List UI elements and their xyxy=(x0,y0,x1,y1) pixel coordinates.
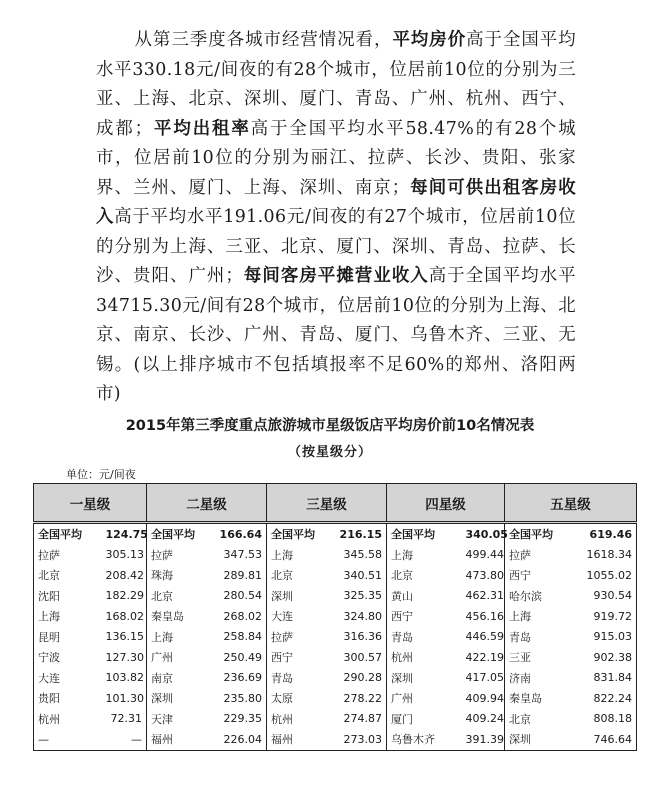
city-cell: 深圳 xyxy=(271,589,293,603)
price-cell: 250.49 xyxy=(212,647,267,668)
city-cell: 上海 xyxy=(151,630,173,644)
table-row xyxy=(34,606,637,627)
table-title: 2015年第三季度重点旅游城市星级饭店平均房价前10名情况表 xyxy=(125,418,535,434)
price-cell: 340.51 xyxy=(332,565,387,586)
city-cell: 北京 xyxy=(151,589,173,603)
table-row xyxy=(34,709,637,730)
table-row xyxy=(34,627,637,648)
table-row xyxy=(34,545,637,566)
city-cell: 拉萨 xyxy=(34,545,102,566)
price-cell: 831.84 xyxy=(573,668,637,689)
price-cell: 101.30 xyxy=(102,688,147,709)
summary-paragraph xyxy=(96,26,576,410)
price-cell: 208.42 xyxy=(102,565,147,586)
price-cell: 808.18 xyxy=(573,709,637,730)
price-cell: 103.82 xyxy=(102,668,147,689)
city-cell: 福州 xyxy=(147,729,212,750)
city-cell: 太原 xyxy=(271,692,293,706)
price-cell: 915.03 xyxy=(573,627,637,648)
price-cell: 446.59 xyxy=(462,627,505,648)
city-cell: 厦门 xyxy=(391,712,413,726)
city-cell: 福州 xyxy=(267,729,332,750)
city-cell: 全国平均 xyxy=(151,528,195,542)
price-cell: 290.28 xyxy=(332,668,387,689)
city-cell: 乌鲁木齐 xyxy=(387,729,462,750)
price-cell: 136.15 xyxy=(102,627,147,648)
price-cell: 422.19 xyxy=(462,647,505,668)
table-row xyxy=(34,565,637,586)
city-cell: 三亚 xyxy=(509,651,531,665)
city-cell: 深圳 xyxy=(505,729,573,750)
price-cell: 391.39 xyxy=(462,729,505,750)
header-two-star: 二星级 xyxy=(147,484,267,523)
city-cell: 南京 xyxy=(151,671,173,685)
table-row xyxy=(34,729,637,750)
price-cell: 127.30 xyxy=(102,647,147,668)
city-cell: 北京 xyxy=(509,712,531,726)
price-cell: 300.57 xyxy=(332,647,387,668)
city-cell: 秦皇岛 xyxy=(509,692,542,706)
city-cell: 秦皇岛 xyxy=(151,610,184,624)
table-row xyxy=(34,668,637,689)
paragraph-text: 高于全国平均水平330.18元/间夜的有28个城市，位居前10位的分别为三亚、上海、北京、深圳、厦门、青岛、广州、杭州、西宁、成都； xyxy=(96,30,576,139)
price-cell: 325.35 xyxy=(332,586,387,607)
paragraph-text: 高于全国平均水平34715.30元/间有28个城市，位居前10位的分别为上海、北京、南京、长沙、广州、青岛、厦门、乌鲁木齐、三亚、无锡。(以上排序城市不包括填报率不足60%的郑州、洛阳两市) xyxy=(96,266,577,404)
price-cell: 168.02 xyxy=(102,606,147,627)
price-cell: 289.81 xyxy=(212,565,267,586)
city-cell: 拉萨 xyxy=(151,548,173,562)
city-cell: 青岛 xyxy=(509,630,531,644)
city-cell: 济南 xyxy=(509,671,531,685)
price-cell: 1618.34 xyxy=(573,545,637,566)
city-cell: 全国平均 xyxy=(271,528,315,542)
price-cell: 462.31 xyxy=(462,586,505,607)
city-cell: 杭州 xyxy=(271,712,293,726)
price-cell: 258.84 xyxy=(212,627,267,648)
keyword-revpar: 每间可供出租客房收入 xyxy=(96,177,576,227)
paragraph-text: 从第三季度各城市经营情况看， xyxy=(134,30,393,50)
price-cell: 182.29 xyxy=(102,586,147,607)
price-cell: 930.54 xyxy=(573,586,637,607)
city-cell: 宁波 xyxy=(34,647,102,668)
header-one-star: 一星级 xyxy=(34,484,147,523)
city-cell: 杭州 xyxy=(34,709,102,730)
table-row xyxy=(34,647,637,668)
city-cell: 大连 xyxy=(34,668,102,689)
price-cell: 499.44 xyxy=(462,545,505,566)
city-cell: 北京 xyxy=(391,569,413,583)
city-cell: 珠海 xyxy=(151,569,173,583)
city-cell: 哈尔滨 xyxy=(509,589,542,603)
price-cell: 324.80 xyxy=(332,606,387,627)
keyword-occupancy: 平均出租率 xyxy=(152,118,251,139)
price-cell: 409.24 xyxy=(462,709,505,730)
city-cell: 上海 xyxy=(271,548,293,562)
price-cell: 417.05 xyxy=(462,668,505,689)
city-cell: 西宁 xyxy=(391,610,413,624)
paragraph-text: 高于全国平均水平58.47%的有28个城市，位居前10位的分别为丽江、拉萨、长沙、贵阳、张家界、兰州、厦门、上海、深圳、南京； xyxy=(96,118,576,198)
price-cell: 166.64 xyxy=(212,523,267,545)
price-cell: — xyxy=(102,729,147,750)
city-cell: 全国平均 xyxy=(509,528,553,542)
table-header-row xyxy=(34,484,637,523)
star-hotel-price-table xyxy=(33,483,637,751)
city-cell: 昆明 xyxy=(34,627,102,648)
price-cell: 273.03 xyxy=(332,729,387,750)
city-cell: 拉萨 xyxy=(271,630,293,644)
price-cell: 236.69 xyxy=(212,668,267,689)
header-five-star: 五星级 xyxy=(505,484,637,523)
header-three-star: 三星级 xyxy=(267,484,387,523)
price-cell: 347.53 xyxy=(212,545,267,566)
city-cell: 沈阳 xyxy=(34,586,102,607)
price-cell: 473.80 xyxy=(462,565,505,586)
city-cell: 青岛 xyxy=(391,630,413,644)
price-cell: 919.72 xyxy=(573,606,637,627)
price-cell: 316.36 xyxy=(332,627,387,648)
keyword-avg-price: 平均房价 xyxy=(392,30,467,50)
price-cell: 340.05 xyxy=(462,523,505,545)
table-row xyxy=(34,688,637,709)
city-cell: 杭州 xyxy=(391,651,413,665)
national-average-row xyxy=(34,523,637,545)
table-row xyxy=(34,586,637,607)
price-cell: 216.15 xyxy=(332,523,387,545)
city-cell: 北京 xyxy=(34,565,102,586)
city-cell: 西宁 xyxy=(509,569,531,583)
price-cell: 902.38 xyxy=(573,647,637,668)
price-cell: 235.80 xyxy=(212,688,267,709)
price-cell: 226.04 xyxy=(212,729,267,750)
price-cell: 345.58 xyxy=(332,545,387,566)
table-subtitle: （按星级分） xyxy=(287,445,372,460)
city-cell: 上海 xyxy=(391,548,413,562)
city-cell: 北京 xyxy=(271,569,293,583)
city-cell: 黄山 xyxy=(391,589,413,603)
price-cell: 280.54 xyxy=(212,586,267,607)
city-cell: 贵阳 xyxy=(34,688,102,709)
price-cell: 1055.02 xyxy=(573,565,637,586)
city-cell: 大连 xyxy=(271,610,293,624)
city-cell: 上海 xyxy=(34,606,102,627)
header-four-star: 四星级 xyxy=(387,484,505,523)
city-cell: 全国平均 xyxy=(34,523,102,545)
keyword-revenue-per-room: 每间客房平摊营业收入 xyxy=(243,266,429,286)
city-cell: 全国平均 xyxy=(391,528,435,542)
paragraph-text: 高于平均水平191.06元/间夜的有27个城市，位居前10位的分别为上海、三亚、北京、厦门、深圳、青岛、拉萨、长沙、贵阳、广州； xyxy=(96,207,576,286)
city-cell: 拉萨 xyxy=(509,548,531,562)
price-cell: 409.94 xyxy=(462,688,505,709)
price-cell: 268.02 xyxy=(212,606,267,627)
price-cell: 746.64 xyxy=(573,729,637,750)
unit-label: 单位：元/间夜 xyxy=(66,468,136,481)
price-cell: 124.75 xyxy=(102,523,147,545)
city-cell: 广州 xyxy=(151,651,173,665)
price-cell: 619.46 xyxy=(573,523,637,545)
price-cell: 305.13 xyxy=(102,545,147,566)
city-cell: 上海 xyxy=(509,610,531,624)
price-cell: 274.87 xyxy=(332,709,387,730)
price-cell: 229.35 xyxy=(212,709,267,730)
city-cell: 广州 xyxy=(391,692,413,706)
city-cell: — xyxy=(34,729,102,750)
city-cell: 深圳 xyxy=(391,671,413,685)
price-cell: 822.24 xyxy=(573,688,637,709)
city-cell: 天津 xyxy=(151,712,173,726)
price-cell: 72.31 xyxy=(102,709,147,730)
price-cell: 278.22 xyxy=(332,688,387,709)
city-cell: 西宁 xyxy=(271,651,293,665)
city-cell: 深圳 xyxy=(151,692,173,706)
city-cell: 青岛 xyxy=(271,671,293,685)
price-cell: 456.16 xyxy=(462,606,505,627)
